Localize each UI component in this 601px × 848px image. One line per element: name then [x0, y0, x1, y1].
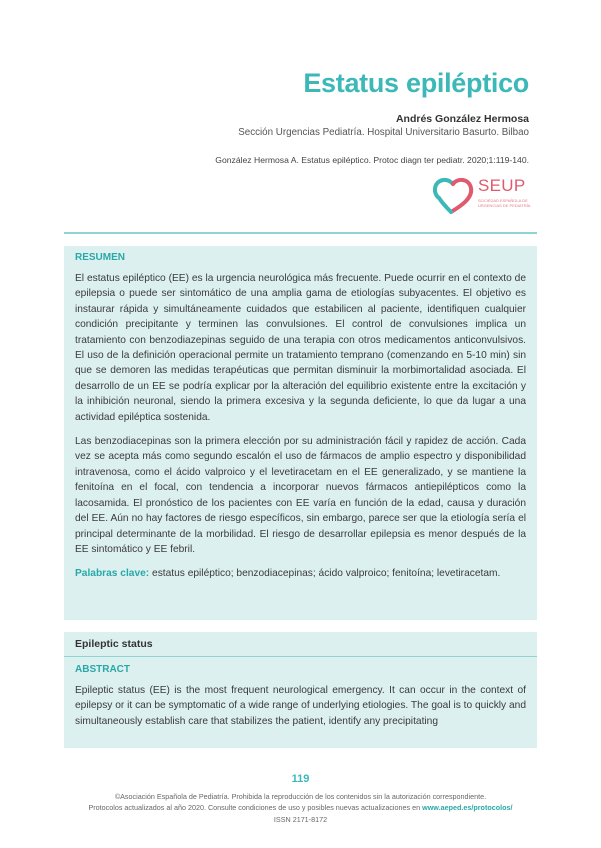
protocols-link[interactable]: www.aeped.es/protocolos/ [422, 803, 513, 812]
protocols-notice-text: Protocolos actualizados al año 2020. Consulte condiciones de uso y posibles nuevas actualizaciones en [88, 803, 423, 812]
page-number: 119 [291, 773, 310, 785]
author-name: Andrés González Hermosa [395, 113, 529, 125]
seup-logo-text: SEUP [478, 176, 526, 195]
issn: ISSN 2171-8172 [273, 815, 328, 824]
resumen-paragraph-1: El estatus epiléptico (EE) es la urgencia neurológica más frecuente. Puede ocurrir en el contexto de epilepsia o puede ser sintomático de una amplia gama de etiologías subyacentes. El objetivo es instaurar rápida y simultáneamente cuidados que estabilicen al paciente, identifiquen cualquier condición precipitante y terminen las convulsiones. El control de convulsiones implica un tratamiento con benzodiazepinas seguido de una terapia con otros medicamentos anticonvulsivos. El uso de la definición operacional permite un tratamiento temprano (comenzando en 5-10 min) sin que se demoren las medidas terapéuticas que permitan disminuir la morbimortalidad asociada. El desarrollo de un EE se podría explicar por la alteración del equilibrio existente entre la excitación y la inhibición neuronal, siendo la primera excesiva y la segunda deficiente, lo que da lugar a una actividad epiléptica sostenida. [75, 273, 526, 423]
keywords-list: estatus epiléptico; benzodiacepinas; ácido valproico; fenitoína; levetiracetam. [149, 568, 501, 580]
keywords-label: Palabras clave: [75, 568, 150, 580]
header-divider [64, 232, 537, 234]
abstract-heading: ABSTRACT [75, 664, 130, 675]
abstract-divider [64, 656, 537, 657]
resumen-heading: RESUMEN [75, 252, 126, 263]
resumen-box [64, 246, 537, 620]
abstract-title: Epileptic status [75, 638, 153, 650]
author-affiliation: Sección Urgencias Pediatría. Hospital Universitario Basurto. Bilbao [238, 127, 529, 138]
seup-logo-subtitle: SOCIEDAD ESPAÑOLA DE URGENCIAS DE PEDIATRÍA [478, 198, 531, 208]
resumen-paragraph-2: Las benzodiacepinas son la primera elección por su administración fácil y rapidez de acción. Cada vez se acepta más como segundo escalón el uso de fármacos de amplio espectro y disponibilidad intravenosa, como el ácido valproico y el levetiracetam en el EE generalizado, y se mantiene la fenitoína en el focal, con tendencia a incorporar nuevos fármacos antiepilépticos como la lacosamida. El pronóstico de los pacientes con EE varía en función de la edad, causa y duración del EE. Aún no hay factores de riesgo específicos, sin embargo, parece ser que la etiología sería el principal determinante de la morbilidad. El riesgo de desarrollar epilepsia es menor después de la EE sintomático y EE febril. [75, 436, 526, 555]
abstract-paragraph: Epileptic status (EE) is the most frequent neurological emergency. It can occur in the context of epilepsy or it can be symptomatic of a wide range of underlying etiologies. The goal is to quickly and simultaneously establish care that stabilizes the patient, identify any precipitating [75, 685, 526, 727]
protocols-notice [0, 803, 601, 812]
article-title: Estatus epiléptico [303, 68, 529, 98]
copyright-notice: ©Asociación Española de Pediatría. Prohibida la reproducción de los contenidos sin la autorización correspondiente. [114, 792, 487, 801]
abstract-box [64, 632, 537, 748]
keywords [75, 566, 526, 581]
citation: González Hermosa A. Estatus epiléptico. Protoc diagn ter pediatr. 2020;1:119-140. [215, 155, 529, 165]
